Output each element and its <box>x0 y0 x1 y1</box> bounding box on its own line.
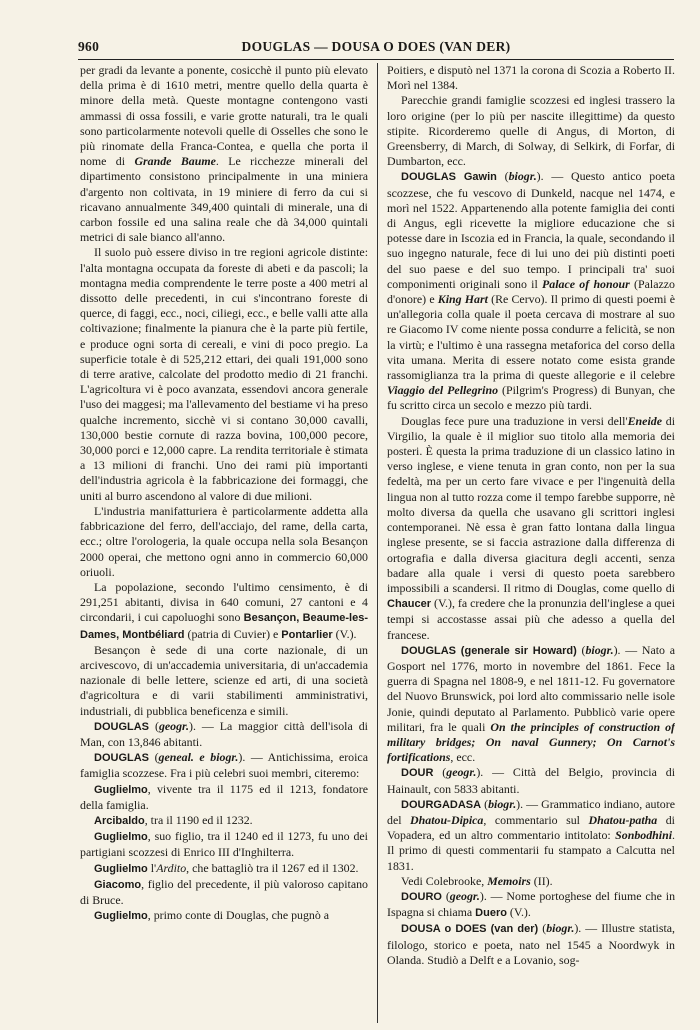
headword: DOUGLAS <box>94 752 149 765</box>
text-run: per gradi da levante a ponente, cosicchè il punto più elevato della prima è di 1610 metri, mentre quello della quarta è minore della metà. Queste montagne contengono vasti ammassi di ossa fossili, e varie grotte naturali, tra le quali sono particolarmente notevoli quelle di Osselles che sono le più rinomate della Franca-Contea, e quella che porta il nome di <box>80 63 368 169</box>
left-column <box>80 63 368 1023</box>
headword: DOUR <box>401 767 434 780</box>
text-run: ). — Città del Belgio, provincia di Hainault, con 5833 abitanti. <box>387 765 675 796</box>
emphasis-text: Dhatou-patha <box>588 812 658 827</box>
text-run: ). — Illustre statista, filologo, storico e poeta, nato nel 1545 a Noordwyk in Olanda. Studiò a Delft e a Lovanio, sog- <box>387 921 675 967</box>
paragraph <box>80 908 368 924</box>
text-run: (V.). <box>506 905 531 920</box>
paragraph <box>80 813 368 829</box>
text-run: , figlio del precedente, il più valoroso capitano di Bruce. <box>80 876 368 907</box>
paragraph <box>80 719 368 750</box>
text-run: , tra il 1190 ed il 1232. <box>144 812 253 827</box>
emphasis-text: geogr. <box>446 765 477 780</box>
text-run: . Il primo di questi commentarii fu stampato a Calcutta nel 1831. <box>387 828 675 873</box>
text-run: di Virgilio, la quale è il miglior suo titolo alla memoria dei posteri. È questa la prima traduzione di un classico latino in verso inglese, e viene tenuta in gran conto, non per la sua fedeltà, ma per un certo fare vivace e per l'ingenuità della lingua non al tutto rozza come il tempo farebbe supporre, nè molto diversa da quella che usavano gli scrittori inglesi contemporanei. Nè essa è gran fatto lontana dalla lingua inglese presente, se si faccia astrazione dalla differenza di ortografia e dalla diversa giacitura degli accenti, senza badare alla quale i versi di questo poeta sarebbero impossibili a scandersi. Il ritmo di Douglas, come quello di <box>387 413 675 595</box>
paragraph <box>387 93 675 169</box>
paragraph <box>387 889 675 921</box>
paragraph <box>387 874 675 889</box>
headword: Guglielmo <box>94 831 148 844</box>
column-divider <box>377 63 378 1023</box>
emphasis-text: biogr. <box>585 642 614 657</box>
text-run: ). — Nato a Gosport nel 1776, morto in novembre del 1861. Fece la guerra di Spagna nel 1808-9, e nel 1811-12. Fu governatore del Nuovo Brunswick, poi lord alto commissario nelle isole Jonie, quindi deputato al Parlamento. Pubblicò varie opere militari, fra le quali <box>387 642 675 734</box>
emphasis-text: Grande Baume <box>134 154 216 169</box>
emphasis-text: geogr. <box>449 888 480 903</box>
text-run: La popolazione, secondo l'ultimo censimento, è di 291,251 abitanti, divisa in 640 comuni, 27 cantoni e 4 circondarii, i cui capoluoghi sono <box>80 579 368 625</box>
paragraph <box>80 504 368 580</box>
text-run: ). — Nome portoghese del fiume che in Ispagna si chiama <box>387 888 675 920</box>
text-run: ). — Grammatico indiano, autore del <box>387 796 675 827</box>
text-run: (Pilgrim's Progress) di Bunyan, che fu scritto circa un secolo e mezzo più tardi. <box>387 383 675 413</box>
emphasis-text: Ardito <box>156 860 187 875</box>
paragraph <box>387 414 675 643</box>
emphasis-text: Viaggio del Pellegrino <box>387 383 499 398</box>
paragraph <box>80 877 368 908</box>
emphasis-text: Memoirs <box>487 873 531 888</box>
headword: Duero <box>475 907 507 920</box>
headword: DOURGADASA <box>401 798 482 811</box>
page-number: 960 <box>78 39 100 54</box>
text-run: Poitiers, e disputò nel 1371 la corona di Scozia a Roberto II. Morì nel 1384. <box>387 63 675 93</box>
text-run: ( <box>496 169 509 184</box>
text-run: ( <box>538 921 547 936</box>
headword: DOUSA o DOES (van der) <box>401 923 539 936</box>
emphasis-text: biogr. <box>488 796 517 811</box>
headword: Giacomo <box>94 878 142 891</box>
text-run: , ecc. <box>450 750 476 765</box>
emphasis-text: On the principles of construction of military bridges; On naval Gunnery; On Carnot's fortifications <box>387 719 675 765</box>
paragraph <box>80 782 368 813</box>
text-run: , suo figlio, tra il 1240 ed il 1273, fu uno dei partigiani scozzesi di Enrico III d'Inghilterra. <box>80 829 368 860</box>
emphasis-text: geneal. e biogr. <box>158 750 239 765</box>
paragraph <box>387 63 675 93</box>
text-run: ( <box>576 642 586 657</box>
text-run: (Palazzo d'onore) e <box>387 276 675 307</box>
text-run: (Re Cervo). Il primo di questi poemi è un'allegoria colla quale il poeta cercava di mostrare al suo re Giacomo IV come niente possa condurre a felicità, se non la virtù; e l'ultimo è una rassegna metaforica del corso della vita umana. Merita di essere notato come esista grande rassomiglianza tra la prima di queste allegorie e il celebre <box>387 292 675 383</box>
headword: DOUGLAS Gawin <box>401 171 497 184</box>
paragraph <box>80 861 368 877</box>
text-run: , vivente tra il 1175 ed il 1213, fondatore della famiglia. <box>80 781 368 812</box>
text-run: (II). <box>530 873 553 888</box>
running-header <box>78 37 674 60</box>
headword: DOURO <box>401 890 442 903</box>
paragraph <box>80 245 368 503</box>
emphasis-text: geogr. <box>158 718 189 733</box>
headword: DOUGLAS (generale sir Howard) <box>401 644 577 657</box>
text-run: . Le ricchezze minerali del dipartimento consistono principalmente in una miniera d'argento non coltivata, in 19 miniere di ferro da cui si ricavano annualmente 349,400 quintali di minerale, una di carbon fossile ed una salina reale che dà 34,000 quintali metrici di sale bianco all'anno. <box>80 154 368 245</box>
headword: Pontarlier <box>281 628 333 641</box>
paragraph <box>387 797 675 874</box>
headword: Guglielmo <box>94 862 148 875</box>
text-run: ( <box>481 796 489 811</box>
text-run: Parecchie grandi famiglie scozzesi ed inglesi trassero la loro origine (per lo più per nascite illegittime) da questo stipite. Ricorderemo quelle di Angus, di Morton, di Greensberry, di March, di Solway, di Selkirk, di Forfar, di Dumbarton, ecc. <box>387 93 675 169</box>
text-run: ). — Questo antico poeta scozzese, che fu vescovo di Dunkeld, nacque nel 1474, e morì nel 1522. Appartenendo alla potente famiglia dei conti di Angus, egli ricevette la migliore educazione che si potesse dare in Iscozia ed in Francia, la quale, secondando il suo ingegno naturale, fece di lui uno dei più distinti poeti del suo paese e del suo tempo. I principali tra' suoi componimenti originali sono il <box>387 169 675 291</box>
paragraph <box>387 643 675 766</box>
text-run: Besançon è sede di una corte nazionale, di un arcivescovo, di un'accademia universitaria, di un'accademia nazionale di belle lettere, scienze ed arti, di una società d'agricoltura e di varii stabilimenti amministrativi, industriali, di pubblica beneficenza e simili. <box>80 642 368 718</box>
headword: Arcibaldo <box>94 814 145 827</box>
text-run: Vedi Colebrooke, <box>401 873 488 888</box>
emphasis-text: Palace of honour <box>542 276 630 291</box>
headword: Guglielmo <box>94 910 148 923</box>
paragraph <box>80 829 368 860</box>
emphasis-text: Sonbodhini <box>615 828 673 843</box>
headword: Chaucer <box>387 598 432 611</box>
text-run: (patria di Cuvier) e <box>184 626 282 641</box>
text-run: ( <box>149 750 159 765</box>
paragraph <box>387 169 675 413</box>
text-run: Douglas fece pure una traduzione in versi dell' <box>401 413 628 428</box>
paragraph <box>80 750 368 781</box>
text-run: Il suolo può essere diviso in tre regioni agricole distinte: l'alta montagna occupata da foreste di abeti e da pascoli; la montagna media comprendente le terre poste a 400 metri al dissotto delle precedenti, in cui s'incontrano foreste di querce, di faggi, ecc., noci, ciliegi, ecc., e belle valli atte alla coltivazione; finalmente la pianura che è la parte più fertile, e produce ogni sorta di cereali, e vini di poco pregio. La superficie totale è di 525,212 ettari, dei quali 191,000 sono di terre arative, calcolate del prodotto medio di 21 franchi. L'agricoltura vi è poco avanzata, essendovi ancora generale l'uso dei maggesi; ma l'allevamento del bestiame vi ha preso qualche incremento, sicchè vi si contano 30,000 cavalli, 130,000 bestie cornute di razza bovina, 100,000 pecore, 30,000 porci e 12,000 capre. La rendita territoriale è stimata a 13 milioni di franchi. Uno dei rami più importanti dell'industria agricola è la fabbricazione dei formaggi, che uniti al burro ascendono al valore di due milioni. <box>80 245 368 503</box>
text-run: ). — La maggior città dell'isola di Man, con 13,846 abitanti. <box>80 718 368 749</box>
text-run: ( <box>433 765 447 780</box>
text-run: , primo conte di Douglas, che pugnò a <box>147 908 330 923</box>
text-run: ( <box>441 888 450 903</box>
emphasis-text: Eneide <box>627 413 662 428</box>
headword: DOUGLAS <box>94 720 149 733</box>
text-run: di Vopadera, ed un altro commentario intitolato: <box>387 812 675 843</box>
headword: Guglielmo <box>94 783 148 796</box>
text-run: l' <box>147 860 157 875</box>
emphasis-text: Dhatou-Dipica <box>410 812 484 827</box>
running-title: DOUGLAS — DOUSA O DOES (VAN DER) <box>241 39 511 54</box>
paragraph <box>80 643 368 719</box>
text-run: ). — Antichissima, eroica famiglia scozzese. Fra i più celebri suoi membri, citeremo: <box>80 750 368 781</box>
headword: Besançon, Beaume-les-Dames, Montbéliard <box>80 612 368 641</box>
right-column <box>387 63 675 1023</box>
paragraph <box>80 63 368 245</box>
paragraph <box>387 921 675 968</box>
text-run: , che battagliò tra il 1267 ed il 1302. <box>186 860 359 875</box>
emphasis-text: biogr. <box>508 169 537 184</box>
text-run: ( <box>149 718 159 733</box>
text-run: , commentario sul <box>483 812 589 827</box>
paragraph <box>387 765 675 796</box>
paragraph <box>80 580 368 643</box>
text-run: L'industria manifatturiera è particolarmente addetta alla fabbricazione del ferro, dell'acciajo, del rame, della carta, ecc.; oltre l'orologeria, la quale occupa nella sola Besançon 2000 operai, che mettono ogni anno in commercio 60,000 oriuoli. <box>80 503 368 579</box>
emphasis-text: biogr. <box>546 921 575 936</box>
text-run: (V.), fa credere che la pronunzia dell'inglese a quei tempi si accostasse assai più che adesso a quella del francese. <box>387 596 675 642</box>
text-run: (V.). <box>332 626 357 641</box>
emphasis-text: King Hart <box>437 292 488 307</box>
